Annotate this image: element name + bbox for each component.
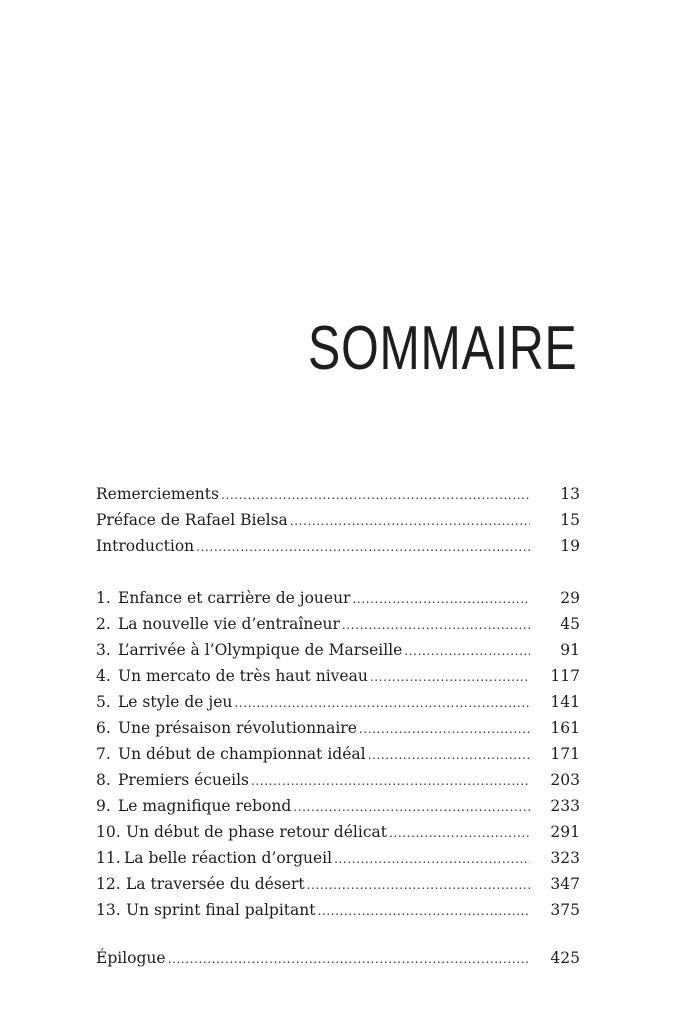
toc-entry-page-number: 13 [560,485,580,503]
chapter-number: 7. [96,745,111,763]
toc-entry-preface[interactable] [96,507,580,533]
dot-leader [234,690,530,716]
toc-front-matter [96,481,580,559]
toc-entry-epilogue[interactable] [96,945,580,971]
dot-leader [389,820,530,846]
toc-entry-label: Remerciements [96,481,221,507]
toc-chapter-label-wrap [96,767,251,793]
toc-chapter-label-wrap [96,793,293,819]
toc-chapter-label-wrap [96,689,234,715]
chapter-number: 9. [96,797,111,815]
toc-chapter-label-wrap [96,637,404,663]
toc-entry-page-number: 171 [550,745,580,763]
dot-leader [342,612,530,638]
toc-entry-label: Introduction [96,533,196,559]
toc-entry-page-number: 347 [550,875,580,893]
chapter-title: Un début de phase retour délicat [126,823,387,841]
toc-entry-page-number: 233 [550,797,580,815]
toc-chapter-label-wrap [96,741,368,767]
toc-chapter-10[interactable] [96,819,580,845]
toc-chapters [96,585,580,923]
page-title: SOMMAIRE [308,314,578,383]
toc-entry-page-number: 425 [550,949,580,967]
toc-entry-page-number: 15 [560,511,580,529]
toc-entry-page-number: 375 [550,901,580,919]
chapter-title: Premiers écueils [118,771,250,789]
chapter-number: 3. [96,641,111,659]
chapter-title: Un mercato de très haut niveau [118,667,368,685]
toc-chapter-label-wrap [96,871,307,897]
toc-chapter-label-wrap [96,819,389,845]
chapter-title: L’arrivée à l’Olympique de Marseille [118,641,403,659]
chapter-title: La belle réaction d’orgueil [124,849,333,867]
toc-chapter-label-wrap [96,715,359,741]
chapter-number: 8. [96,771,111,789]
chapter-title: Une présaison révolutionnaire [118,719,357,737]
chapter-number: 6. [96,719,111,737]
toc-entry-page-number: 203 [550,771,580,789]
chapter-number: 13. [96,901,121,919]
chapter-title: Un sprint final palpitant [126,901,316,919]
toc-entry-page-number: 19 [560,537,580,555]
toc-entry-introduction[interactable] [96,533,580,559]
toc-chapter-12[interactable] [96,871,580,897]
toc-chapter-9[interactable] [96,793,580,819]
dot-leader [317,898,530,924]
chapter-number: 4. [96,667,111,685]
dot-leader [221,482,530,508]
toc-chapter-3[interactable] [96,637,580,663]
toc-entry-remerciements[interactable] [96,481,580,507]
dot-leader [352,586,530,612]
toc-chapter-6[interactable] [96,715,580,741]
toc-entry-label: Épilogue [96,945,168,971]
toc-chapter-label-wrap [96,663,370,689]
chapter-number: 12. [96,875,121,893]
toc-chapter-label-wrap [96,585,352,611]
chapter-title: La nouvelle vie d’entraîneur [118,615,340,633]
dot-leader [251,768,530,794]
chapter-number: 2. [96,615,111,633]
toc-entry-page-number: 323 [550,849,580,867]
dot-leader [293,794,530,820]
toc-chapter-label-wrap [96,845,334,871]
chapter-number: 11. [96,849,121,867]
chapter-title: Le magnifique rebond [118,797,292,815]
chapter-title: Enfance et carrière de joueur [118,589,351,607]
toc-chapter-1[interactable] [96,585,580,611]
toc-entry-page-number: 141 [550,693,580,711]
dot-leader [290,508,530,534]
toc-chapter-5[interactable] [96,689,580,715]
dot-leader [334,846,530,872]
toc-chapter-8[interactable] [96,767,580,793]
toc-entry-label: Préface de Rafael Bielsa [96,507,290,533]
dot-leader [404,638,530,664]
toc-entry-page-number: 29 [560,589,580,607]
chapter-number: 1. [96,589,111,607]
toc-back-matter [96,945,580,971]
toc-entry-page-number: 161 [550,719,580,737]
toc-chapter-2[interactable] [96,611,580,637]
toc-chapter-13[interactable] [96,897,580,923]
dot-leader [168,946,530,972]
chapter-title: La traversée du désert [126,875,305,893]
dot-leader [368,742,530,768]
dot-leader [359,716,530,742]
dot-leader [307,872,530,898]
chapter-number: 5. [96,693,111,711]
toc-chapter-label-wrap [96,897,317,923]
toc-chapter-7[interactable] [96,741,580,767]
chapter-number: 10. [96,823,121,841]
chapter-title: Un début de championnat idéal [118,745,366,763]
toc-entry-page-number: 45 [560,615,580,633]
toc-entry-page-number: 291 [550,823,580,841]
chapter-title: Le style de jeu [118,693,233,711]
dot-leader [196,534,530,560]
toc-chapter-label-wrap [96,611,342,637]
toc-chapter-4[interactable] [96,663,580,689]
toc-entry-page-number: 117 [550,667,580,685]
toc-entry-page-number: 91 [560,641,580,659]
dot-leader [370,664,530,690]
toc-chapter-11[interactable] [96,845,580,871]
